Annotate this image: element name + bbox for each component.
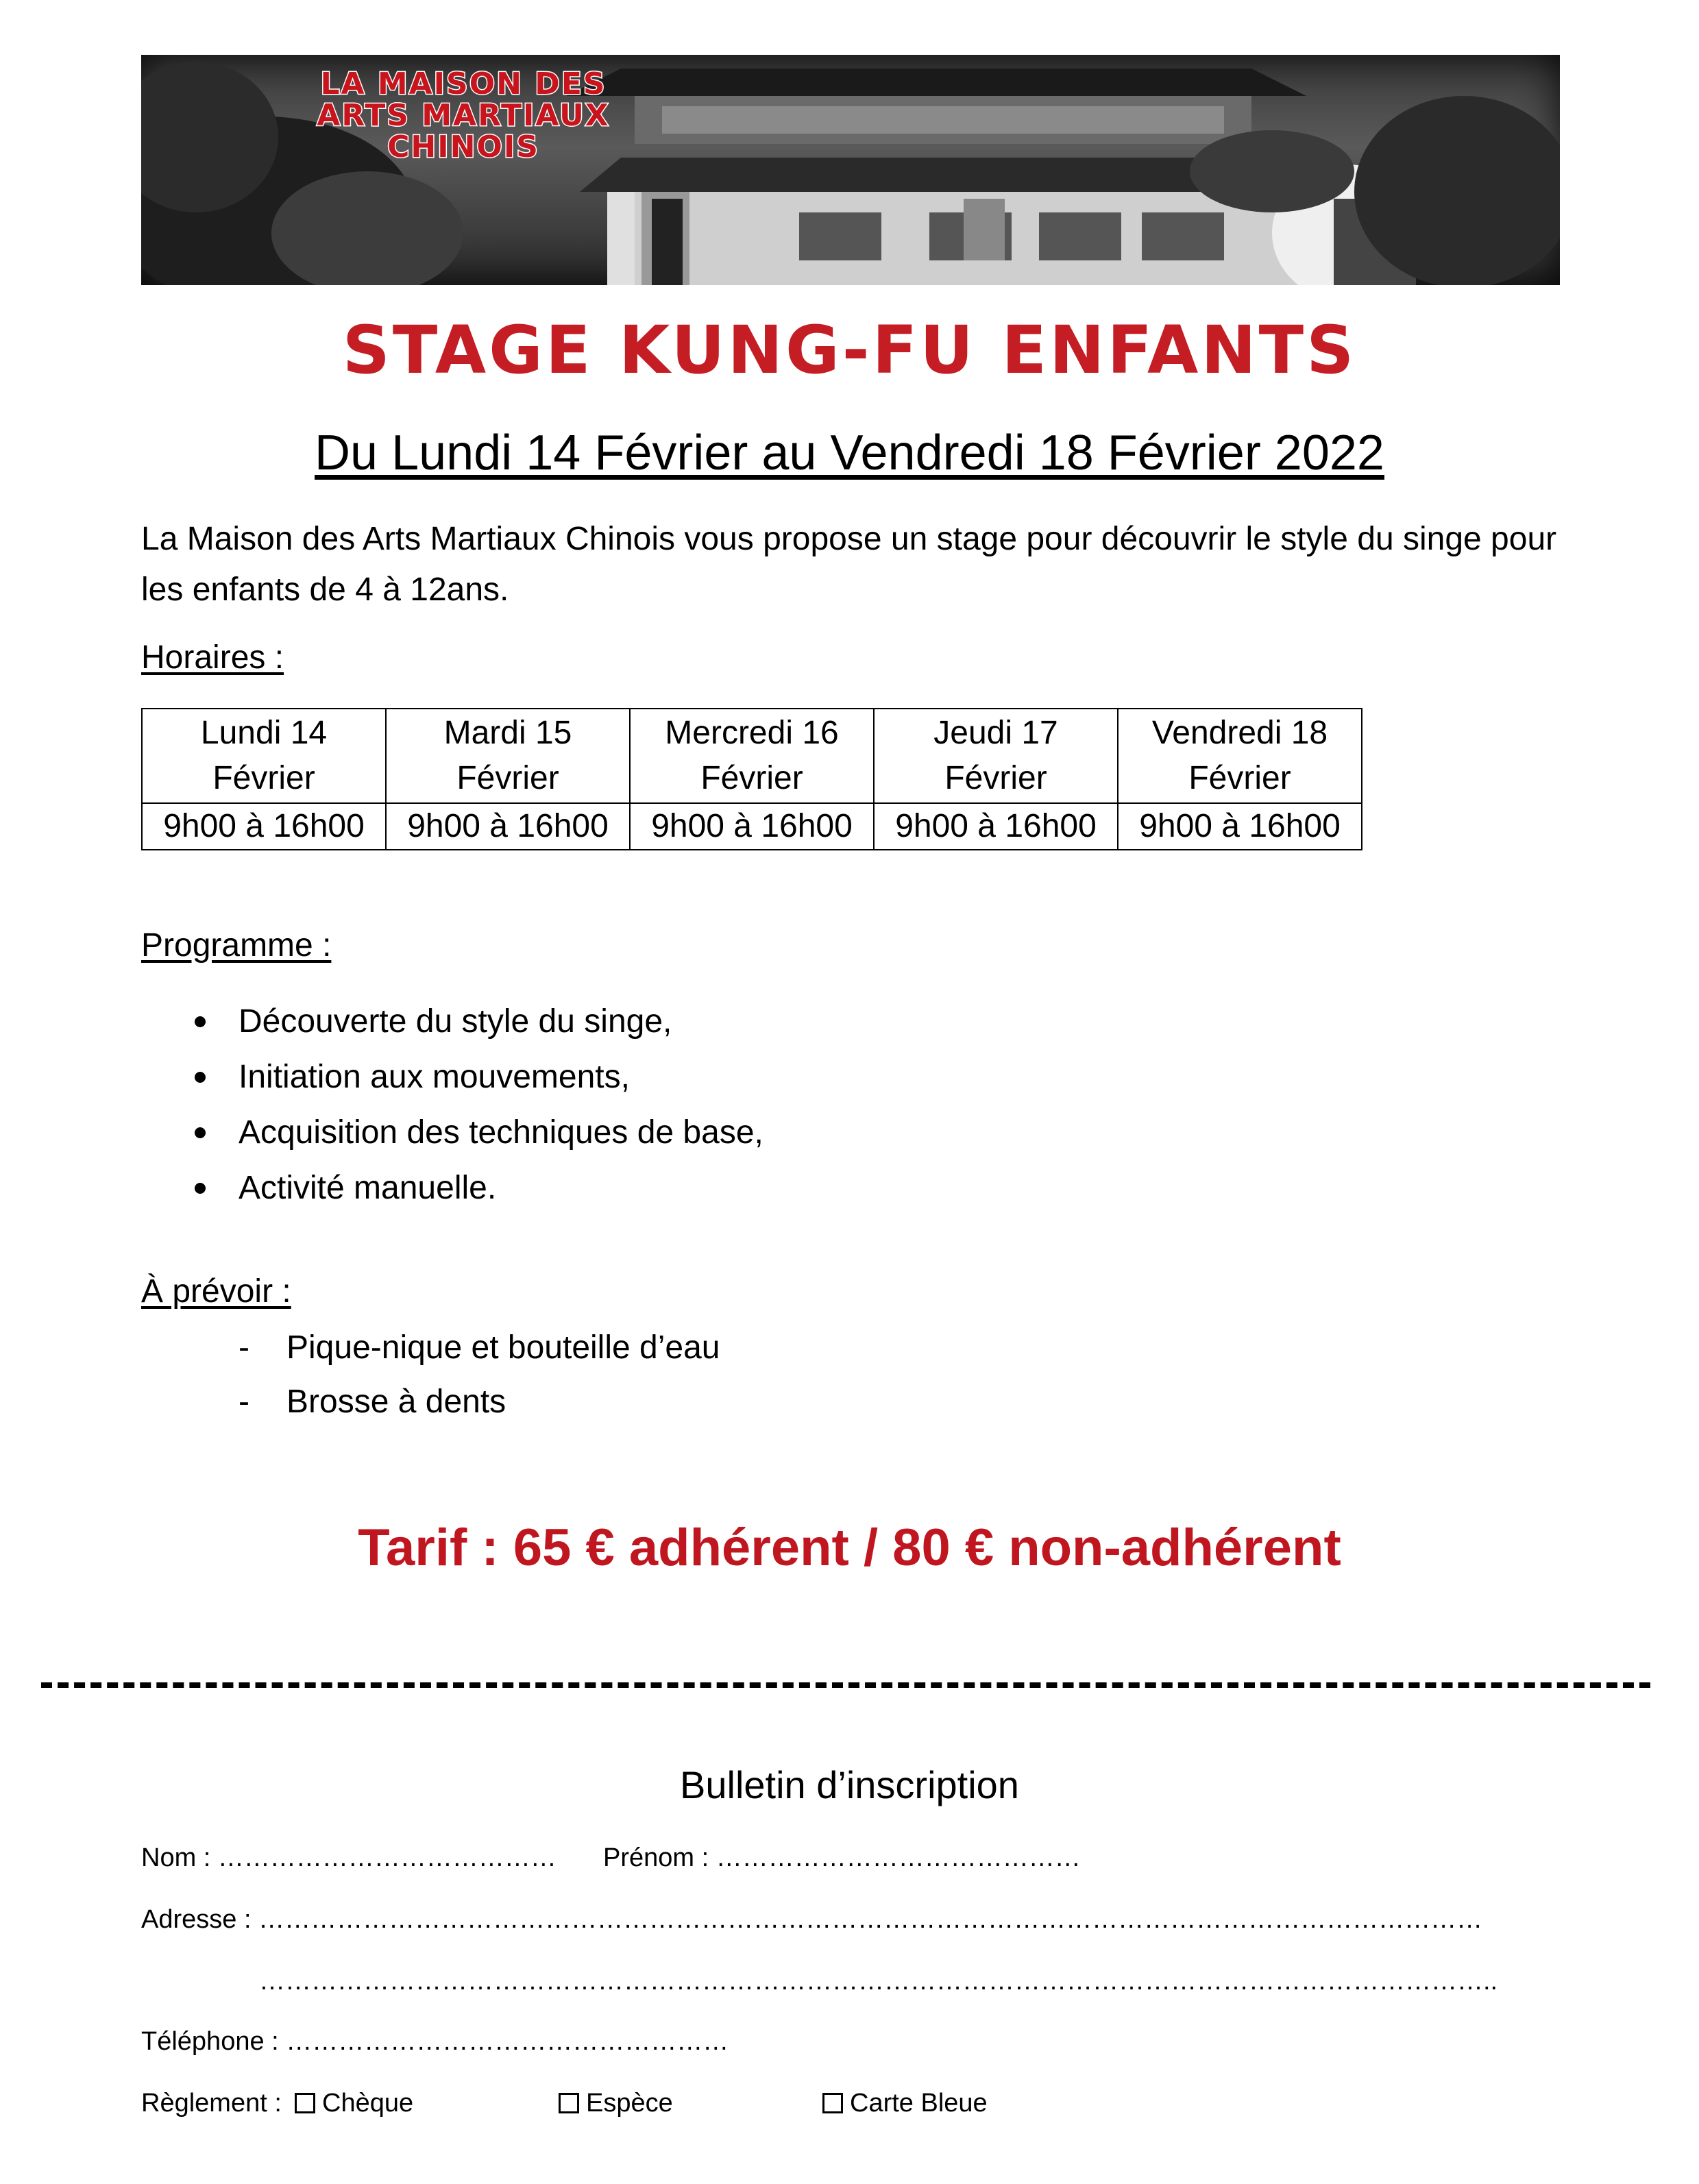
adresse-field[interactable]: Adresse : …………………………………………………………………………………………………………………………… bbox=[141, 1905, 1483, 1934]
telephone-field[interactable]: Téléphone : …………………………………………… bbox=[141, 2027, 729, 2056]
schedule-table bbox=[141, 708, 1362, 850]
schedule-hours-row bbox=[142, 803, 1362, 850]
bullet-icon bbox=[195, 1072, 206, 1083]
bullet-icon bbox=[195, 1183, 206, 1194]
list-item: - Pique-nique et bouteille d’eau bbox=[141, 1321, 720, 1375]
schedule-hours-cell: 9h00 à 16h00 bbox=[630, 803, 874, 850]
schedule-days-row bbox=[142, 709, 1362, 803]
a-prevoir-list bbox=[141, 1321, 720, 1429]
adresse-line2-field[interactable]: …………………………………………………………………………………………………………………………….. bbox=[259, 1967, 1498, 1996]
nom-field[interactable]: Nom : ………………………………… bbox=[141, 1843, 557, 1872]
header-banner-image bbox=[141, 55, 1560, 285]
programme-heading: Programme : bbox=[141, 927, 332, 964]
schedule-hours-cell: 9h00 à 16h00 bbox=[1118, 803, 1362, 850]
intro-paragraph: La Maison des Arts Martiaux Chinois vous propose un stage pour découvrir le style du singe pour les enfants de 4 à 12ans. bbox=[141, 521, 1557, 608]
schedule-hours-cell: 9h00 à 16h00 bbox=[142, 803, 386, 850]
horaires-heading: Horaires : bbox=[141, 639, 284, 676]
reglement-label: Règlement : bbox=[141, 2089, 282, 2118]
schedule-day-cell: Vendredi 18 Février bbox=[1118, 709, 1362, 803]
checkbox-icon[interactable] bbox=[559, 2093, 579, 2113]
list-item: Acquisition des techniques de base, bbox=[141, 1105, 763, 1160]
bullet-icon bbox=[195, 1016, 206, 1027]
schedule-day-cell: Jeudi 17 Février bbox=[874, 709, 1118, 803]
programme-list bbox=[141, 994, 763, 1216]
schedule-day-cell: Lundi 14 Février bbox=[142, 709, 386, 803]
payment-option-espece[interactable]: Espèce bbox=[559, 2089, 673, 2118]
cut-line-divider bbox=[41, 1682, 1650, 1688]
checkbox-icon[interactable] bbox=[295, 2093, 315, 2113]
list-item: - Brosse à dents bbox=[141, 1375, 720, 1429]
prenom-field[interactable]: Prénom : …………………………………… bbox=[603, 1843, 1081, 1872]
bullet-icon bbox=[195, 1127, 206, 1138]
payment-option-cheque[interactable]: Chèque bbox=[295, 2089, 413, 2118]
dash-bullet-icon: - bbox=[239, 1329, 249, 1366]
dash-bullet-icon: - bbox=[239, 1384, 249, 1420]
checkbox-icon[interactable] bbox=[822, 2093, 843, 2113]
list-item: Découverte du style du singe, bbox=[141, 994, 763, 1049]
date-subtitle: Du Lundi 14 Février au Vendredi 18 Février 2022 bbox=[315, 426, 1384, 480]
list-item: Initiation aux mouvements, bbox=[141, 1049, 763, 1105]
bulletin-title: Bulletin d’inscription bbox=[680, 1763, 1019, 1806]
schedule-hours-cell: 9h00 à 16h00 bbox=[386, 803, 630, 850]
schedule-day-cell: Mercredi 16 Février bbox=[630, 709, 874, 803]
schedule-hours-cell: 9h00 à 16h00 bbox=[874, 803, 1118, 850]
a-prevoir-heading: À prévoir : bbox=[141, 1273, 291, 1310]
banner-logo-text: LA MAISON DES ARTS MARTIAUX CHINOIS bbox=[317, 66, 610, 164]
schedule-day-cell: Mardi 15 Février bbox=[386, 709, 630, 803]
list-item: Activité manuelle. bbox=[141, 1160, 763, 1216]
payment-option-carte-bleue[interactable]: Carte Bleue bbox=[822, 2089, 988, 2118]
tarif-price: Tarif : 65 € adhérent / 80 € non-adhérent bbox=[358, 1519, 1341, 1577]
page-title: STAGE KUNG-FU ENFANTS bbox=[342, 312, 1357, 389]
